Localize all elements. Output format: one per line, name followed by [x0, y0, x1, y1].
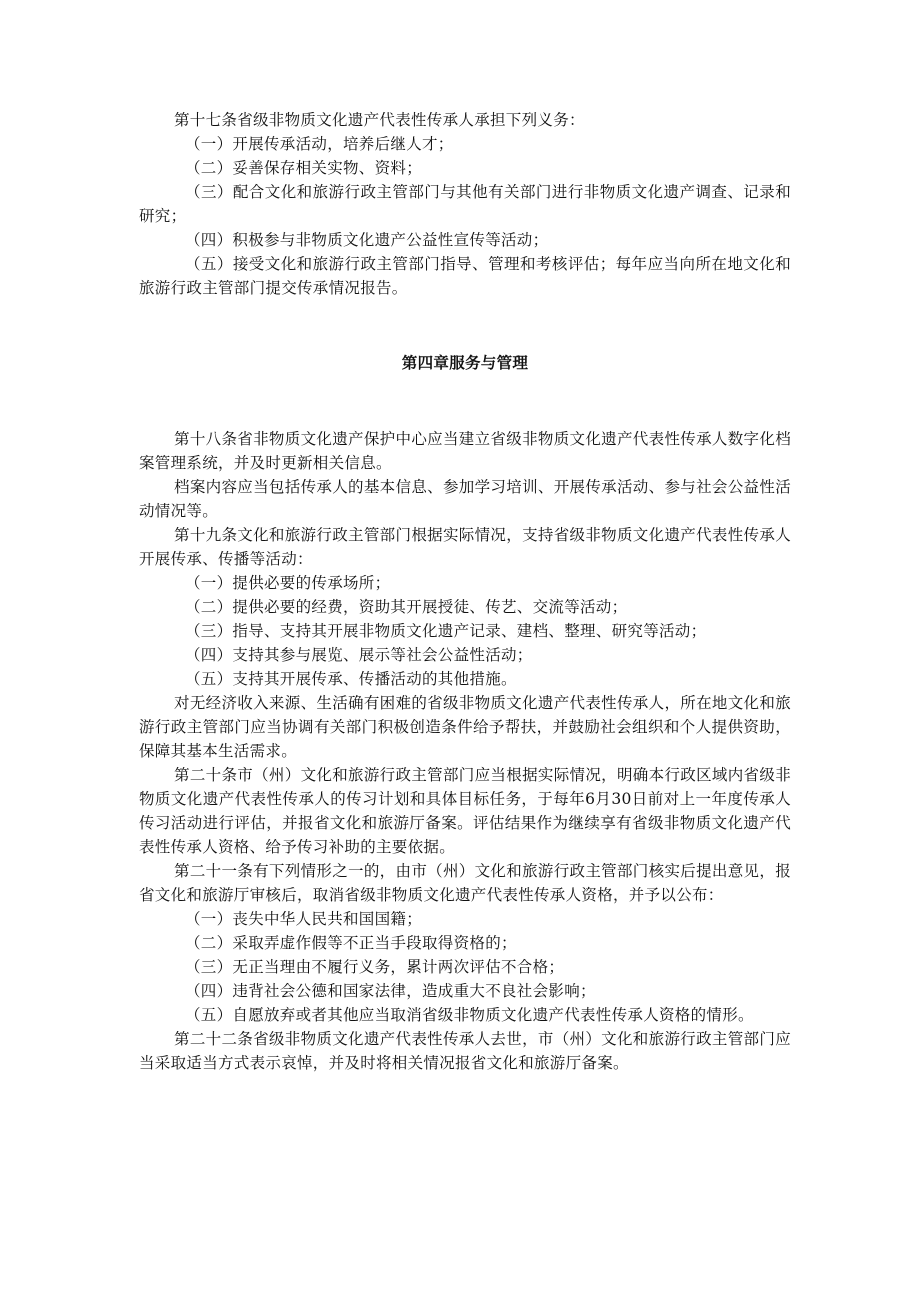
article-21-item-4: （四）违背社会公德和国家法律，造成重大不良社会影响； [185, 982, 596, 1000]
article-19-closing: 对无经济收入来源、生活确有困难的省级非物质文化遗产代表性传承人，所在地文化和旅游行政主管部门应当协调有关部门积极创造条件给予帮扶，并鼓励社会组织和个人提供资助，保障其基本生活需求。 [139, 694, 791, 760]
spacer [139, 300, 791, 351]
article-21-item-1: （一）丧失中华人民共和国国籍； [185, 910, 423, 928]
article-19-item-3: （三）指导、支持其开展非物质文化遗产记录、建档、整理、研究等活动； [185, 622, 707, 640]
chapter-heading: 第四章服务与管理 [401, 353, 529, 372]
article-21-intro: 第二十一条有下列情形之一的，由市（州）文化和旅游行政主管部门核实后提出意见，报省文化和旅游厅审核后，取消省级非物质文化遗产代表性传承人资格，并予以公布： [139, 862, 791, 904]
article-17-item-5: （五）接受文化和旅游行政主管部门指导、管理和考核评估；每年应当向所在地文化和旅游行政主管部门提交传承情况报告。 [139, 255, 791, 297]
article-18-paragraph-1: 第十八条省非物质文化遗产保护中心应当建立省级非物质文化遗产代表性传承人数字化档案管理系统，并及时更新相关信息。 [139, 430, 791, 472]
article-22: 第二十二条省级非物质文化遗产代表性传承人去世，市（州）文化和旅游行政主管部门应当采取适当方式表示哀悼，并及时将相关情况报省文化和旅游厅备案。 [139, 1030, 791, 1072]
article-21-item-3: （三）无正当理由不履行义务，累计两次评估不合格； [185, 958, 565, 976]
document-page [139, 108, 791, 1075]
article-19-item-4: （四）支持其参与展览、展示等社会公益性活动； [185, 646, 533, 664]
article-17-intro: 第十七条省级非物质文化遗产代表性传承人承担下列义务： [174, 111, 585, 129]
article-19-item-5: （五）支持其开展传承、传播活动的其他措施。 [185, 670, 517, 688]
article-19-item-2: （二）提供必要的经费，资助其开展授徒、传艺、交流等活动； [185, 598, 628, 616]
article-17-item-4: （四）积极参与非物质文化遗产公益性宣传等活动； [185, 231, 549, 249]
article-17-item-3: （三）配合文化和旅游行政主管部门与其他有关部门进行非物质文化遗产调查、记录和研究； [139, 183, 791, 225]
article-18-paragraph-2: 档案内容应当包括传承人的基本信息、参加学习培训、开展传承活动、参与社会公益性活动情况等。 [139, 478, 791, 520]
article-21-item-5: （五）自愿放弃或者其他应当取消省级非物质文化遗产代表性传承人资格的情形。 [185, 1006, 754, 1024]
article-19-item-1: （一）提供必要的传承场所； [185, 574, 391, 592]
article-17-item-1: （一）开展传承活动，培养后继人才； [185, 135, 454, 153]
spacer [139, 375, 791, 427]
article-19-intro: 第十九条文化和旅游行政主管部门根据实际情况，支持省级非物质文化遗产代表性传承人开展传承、传播等活动： [139, 526, 791, 568]
article-21-item-2: （二）采取弄虚作假等不正当手段取得资格的； [185, 934, 517, 952]
article-20: 第二十条市（州）文化和旅游行政主管部门应当根据实际情况，明确本行政区域内省级非物质文化遗产代表性传承人的传习计划和具体目标任务，于每年6月30日前对上一年度传承人传习活动进行评估，并报省文化和旅游厅备案。评估结果作为继续享有省级非物质文化遗产代表性传承人资格、给予传习补助的主要依据。 [139, 766, 791, 856]
article-17-item-2: （二）妥善保存相关实物、资料； [185, 159, 423, 177]
